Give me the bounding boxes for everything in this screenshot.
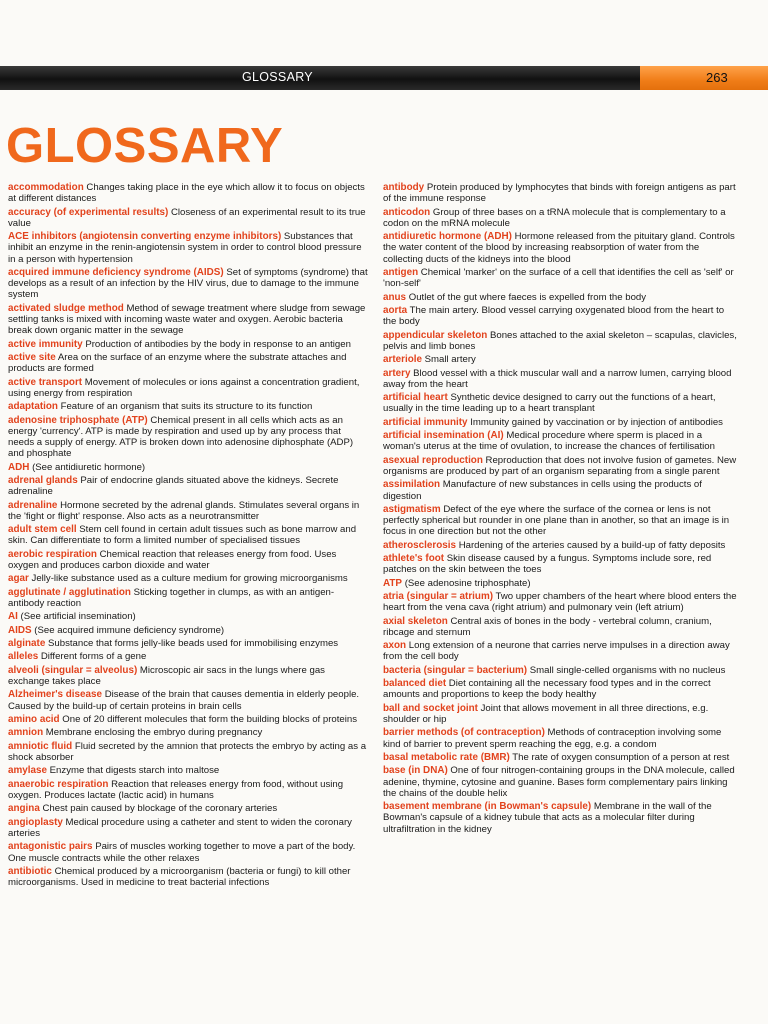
glossary-entry (8, 803, 368, 814)
glossary-definition: Substance that forms jelly-like beads used for immobilising enzymes (48, 638, 339, 650)
glossary-entry (383, 305, 739, 327)
glossary-term: alveoli (singular = alveolus) (8, 664, 138, 676)
glossary-entry (383, 591, 739, 613)
glossary-entry (8, 207, 368, 229)
glossary-definition: Hardening of the arteries caused by a build-up of fatty deposits (458, 539, 726, 551)
glossary-definition: Medical procedure using a catheter and stent to widen the coronary arteries (8, 816, 352, 839)
glossary-definition: Different forms of a gene (40, 651, 147, 663)
glossary-term: arteriole (383, 354, 422, 366)
glossary-entry (8, 611, 368, 622)
glossary-definition: (See acquired immune deficiency syndrome) (34, 624, 225, 636)
glossary-term: athlete's foot (383, 553, 445, 565)
glossary-term: astigmatism (383, 503, 441, 515)
glossary-definition: Skin disease caused by a fungus. Symptoms include sore, red patches on the skin between the toes (383, 553, 712, 576)
glossary-entry (383, 665, 739, 676)
glossary-definition: Group of three bases on a tRNA molecule that is complementary to a codon on the mRNA molecule (383, 206, 726, 229)
glossary-term: alginate (8, 638, 46, 650)
glossary-definition: Chemical reaction that releases energy from food. Uses oxygen and produces carbon dioxide and water (8, 548, 337, 571)
glossary-term: antigen (383, 266, 419, 278)
glossary-definition: Pairs of muscles working together to move a part of the body. One muscle contracts while the other relaxes (8, 841, 356, 864)
glossary-term: anaerobic respiration (8, 778, 109, 790)
glossary-entry (8, 339, 368, 350)
glossary-entry (8, 500, 368, 522)
glossary-term: antidiuretic hormone (ADH) (383, 231, 512, 243)
glossary-entry (8, 866, 368, 888)
glossary-term: aorta (383, 304, 408, 316)
page-number: 263 (706, 70, 728, 85)
glossary-term: artery (383, 367, 411, 379)
glossary-definition: Outlet of the gut where faeces is expelled from the body (408, 291, 647, 303)
glossary-definition: Long extension of a neurone that carries nerve impulses in a direction away from the cell body (383, 640, 730, 663)
glossary-entry (383, 640, 739, 662)
glossary-term: assimilation (383, 479, 441, 491)
glossary-entry (383, 354, 739, 365)
glossary-term: basement membrane (in Bowman's capsule) (383, 801, 592, 813)
glossary-term: adrenal glands (8, 474, 78, 486)
glossary-term: antagonistic pairs (8, 841, 93, 853)
glossary-definition: Production of antibodies by the body in response to an antigen (85, 338, 351, 350)
glossary-definition: Small single-celled organisms with no nucleus (529, 664, 726, 676)
glossary-definition: Hormone released from the pituitary gland. Controls the water content of the blood by increasing reabsorption of water from the collecting ducts of the kidneys into the blood (383, 231, 735, 265)
glossary-definition: Membrane enclosing the embryo during pregnancy (45, 727, 263, 739)
glossary-term: AI (8, 611, 18, 623)
glossary-definition: Set of symptoms (syndrome) that develops as a result of an infection by the HIV virus, due to damage to the immune system (8, 266, 368, 301)
glossary-definition: Movement of molecules or ions against a concentration gradient, using energy from respiration (8, 376, 360, 399)
glossary-definition: Joint that allows movement in all three directions, e.g. shoulder or hip (383, 702, 709, 726)
glossary-entry (8, 625, 368, 636)
glossary-entry (8, 549, 368, 571)
glossary-entry (383, 479, 739, 501)
glossary-entry (383, 752, 739, 763)
glossary-entry (8, 377, 368, 399)
glossary-definition: Method of sewage treatment where sludge from sewage settling tanks is mixed with incoming waste water and oxygen. Aerobic bacteria break down organic matter in the sewage (8, 302, 366, 337)
glossary-definition: Chest pain caused by blockage of the coronary arteries (42, 803, 278, 815)
glossary-entry (8, 401, 368, 412)
glossary-definition: Reproduction that does not involve fusion of gametes. New organisms are produced by part of an organism separating from a single parent (383, 454, 737, 477)
glossary-entry (8, 714, 368, 725)
glossary-entry (383, 267, 739, 289)
glossary-entry (383, 801, 739, 835)
glossary-entry (8, 267, 368, 301)
glossary-definition: Jelly-like substance used as a culture medium for growing microorganisms (31, 573, 348, 585)
glossary-term: axial skeleton (383, 615, 448, 627)
glossary-term: AIDS (8, 624, 32, 636)
glossary-term: accommodation (8, 182, 84, 193)
glossary-entry (8, 727, 368, 738)
glossary-definition: Membrane in the wall of the Bowman's capsule of a kidney tubule that acts as a molecular filter during ultrafiltration in the kidney (383, 801, 712, 835)
glossary-entry (383, 553, 739, 575)
glossary-term: balanced diet (383, 678, 447, 690)
glossary-entry (8, 587, 368, 609)
glossary-term: amylase (8, 765, 47, 777)
glossary-definition: Microscopic air sacs in the lungs where gas exchange takes place (8, 664, 325, 688)
glossary-definition: (See antidiuretic hormone) (32, 461, 146, 473)
glossary-term: active transport (8, 376, 83, 388)
glossary-entry (8, 651, 368, 662)
glossary-definition: The rate of oxygen consumption of a person at rest (512, 752, 730, 764)
glossary-term: angioplasty (8, 816, 63, 828)
glossary-definition: Chemical 'marker' on the surface of a cell that identifies the cell as 'self' or 'non-self' (383, 266, 734, 290)
glossary-term: atria (singular = atrium) (383, 591, 494, 603)
glossary-definition: Substances that inhibit an enzyme in the renin-angiotensin system in order to control blood pressure in a person with hypertension (8, 231, 362, 265)
glossary-term: base (in DNA) (383, 765, 448, 777)
glossary-entry (8, 573, 368, 584)
glossary-entry (383, 368, 739, 390)
glossary-term: atherosclerosis (383, 539, 457, 551)
glossary-term: artificial heart (383, 392, 448, 404)
glossary-entry (383, 330, 739, 352)
glossary-term: adenosine triphosphate (ATP) (8, 414, 148, 426)
glossary-definition: Manufacture of new substances in cells using the products of digestion (383, 479, 702, 502)
glossary-term: amino acid (8, 714, 60, 726)
running-header-title: GLOSSARY (242, 70, 313, 84)
glossary-definition: The main artery. Blood vessel carrying oxygenated blood from the heart to the body (383, 304, 725, 328)
glossary-entry (8, 352, 368, 374)
glossary-definition: Defect of the eye where the surface of the cornea or lens is not perfectly spherical but rounder in one plane than in another, so that an image is in focus in one direction but not the other (383, 503, 730, 538)
glossary-entry (8, 231, 368, 265)
glossary-entry (383, 455, 739, 477)
glossary-definition: (See adenosine triphosphate) (404, 577, 531, 589)
glossary-term: antibody (383, 182, 425, 193)
glossary-definition: Immunity gained by vaccination or by injection of antibodies (470, 416, 723, 428)
glossary-term: ATP (383, 577, 403, 589)
page-title: GLOSSARY (6, 119, 284, 173)
glossary-definition: Chemical produced by a microorganism (bacteria or fungi) to kill other microorganisms. Used in medicine to treat bacterial infections (8, 865, 351, 889)
glossary-definition: Enzyme that digests starch into maltose (49, 765, 220, 777)
glossary-definition: One of 20 different molecules that form the building blocks of proteins (62, 714, 357, 726)
glossary-term: adaptation (8, 401, 58, 413)
glossary-entry (383, 578, 739, 589)
glossary-term: antibiotic (8, 865, 52, 877)
glossary-definition: Disease of the brain that causes dementia in elderly people. Caused by the build-up of certain proteins in brain cells (8, 689, 360, 712)
glossary-definition: Medical procedure where sperm is placed in a woman's uterus at the time of ovulation, to increase the chances of fertilisation (383, 430, 715, 453)
glossary-definition: Fluid secreted by the amnion that protects the embryo by acting as a shock absorber (8, 740, 367, 764)
glossary-definition: Diet containing all the necessary food types and in the correct amounts and proportions to keep the body healthy (383, 678, 711, 701)
glossary-term: ADH (8, 461, 30, 473)
glossary-column-right (383, 182, 739, 837)
glossary-entry (383, 292, 739, 303)
glossary-definition: Synthetic device designed to carry out the functions of a heart, usually in the time leading up to a heart transplant (383, 392, 716, 415)
glossary-definition: Methods of contraception involving some kind of barrier to prevent sperm reaching the egg, e.g. a condom (383, 727, 722, 750)
glossary-term: active site (8, 351, 56, 363)
glossary-term: Alzheimer's disease (8, 689, 103, 701)
glossary-definition: One of four nitrogen-containing groups in the DNA molecule, called adenine, thymine, cytosine and guanine. Bases form complementary pairs linking the chains of the double helix (383, 765, 735, 799)
header-page-tab (640, 66, 768, 90)
glossary-entry (383, 765, 739, 799)
glossary-definition: Reaction that releases energy from food, without using oxygen. Produces lactate (lactic acid) in humans (8, 778, 344, 802)
glossary-term: accuracy (of experimental results) (8, 206, 169, 218)
glossary-entry (383, 417, 739, 428)
glossary-term: angina (8, 803, 40, 815)
glossary-entry (8, 462, 368, 473)
glossary-entry (383, 616, 739, 638)
glossary-term: amnion (8, 727, 44, 739)
glossary-definition: Sticking together in clumps, as with an antigen-antibody reaction (8, 586, 335, 609)
glossary-term: barrier methods (of contraception) (383, 727, 545, 739)
glossary-entry (383, 392, 739, 414)
glossary-term: adult stem cell (8, 524, 77, 536)
glossary-entry (8, 817, 368, 839)
glossary-entry (383, 430, 739, 452)
glossary-term: bacteria (singular = bacterium) (383, 664, 528, 676)
glossary-definition: Bones attached to the axial skeleton – scapulas, clavicles, pelvis and limb bones (383, 329, 737, 352)
glossary-term: agar (8, 573, 29, 585)
glossary-entry (8, 689, 368, 711)
glossary-term: active immunity (8, 338, 83, 350)
glossary-term: axon (383, 640, 407, 652)
glossary-term: activated sludge method (8, 302, 124, 314)
glossary-entry (8, 765, 368, 776)
glossary-term: adrenaline (8, 499, 58, 511)
glossary-entry (383, 678, 739, 700)
glossary-term: anticodon (383, 206, 431, 218)
glossary-entry (383, 182, 739, 204)
glossary-definition: Protein produced by lymphocytes that binds with foreign antigens as part of the immune response (383, 182, 736, 205)
glossary-term: basal metabolic rate (BMR) (383, 752, 510, 764)
glossary-entry (8, 524, 368, 546)
glossary-definition: Central axis of bones in the body - vertebral column, cranium, ribcage and sternum (383, 615, 712, 638)
glossary-term: ball and socket joint (383, 702, 478, 714)
glossary-entry (383, 207, 739, 229)
glossary-entry (8, 182, 368, 204)
glossary-entry (383, 703, 739, 725)
glossary-definition: Chemical present in all cells which acts as an energy 'currency'. ATP is made by respiration and used up by any process that needs a supply of energy. ATP is broken down into adenosine diphosphate (ADP) and phosphate (8, 414, 354, 460)
glossary-definition: Area on the surface of an enzyme where the substrate attaches and products are formed (8, 351, 347, 375)
glossary-definition: Blood vessel with a thick muscular wall and a narrow lumen, carrying blood away from the heart (383, 367, 732, 390)
glossary-term: asexual reproduction (383, 454, 483, 466)
glossary-entry (8, 415, 368, 460)
glossary-term: anus (383, 291, 407, 303)
glossary-term: amniotic fluid (8, 740, 73, 752)
glossary-entry (8, 475, 368, 497)
glossary-definition: Small artery (424, 354, 476, 366)
glossary-entry (383, 540, 739, 551)
glossary-entry (8, 741, 368, 763)
glossary-definition: Hormone secreted by the adrenal glands. Stimulates several organs in the 'fight or flight' response. Also acts as a neurotransmitter (8, 499, 360, 522)
glossary-definition: Stem cell found in certain adult tissues such as bone marrow and skin. Can differentiate to form a limited number of specialised tissues (8, 524, 357, 547)
glossary-term: acquired immune deficiency syndrome (AIDS) (8, 266, 224, 278)
glossary-entry (383, 504, 739, 538)
glossary-term: artificial insemination (AI) (383, 430, 504, 442)
glossary-definition: Pair of endocrine glands situated above the kidneys. Secrete adrenaline (8, 474, 339, 498)
glossary-entry (8, 665, 368, 687)
glossary-definition: Two upper chambers of the heart where blood enters the heart from the vena cava (right atrium) and pulmonary vein (left atrium) (383, 591, 737, 614)
glossary-term: aerobic respiration (8, 548, 97, 560)
glossary-term: agglutinate / agglutination (8, 586, 131, 598)
glossary-entry (8, 779, 368, 801)
glossary-term: alleles (8, 651, 39, 663)
glossary-entry (8, 841, 368, 863)
glossary-term: ACE inhibitors (angiotensin converting enzyme inhibitors) (8, 231, 282, 243)
glossary-definition: (See artificial insemination) (20, 611, 136, 623)
glossary-column-left (8, 182, 368, 891)
glossary-entry (383, 231, 739, 265)
glossary-term: artificial immunity (383, 416, 468, 428)
glossary-definition: Changes taking place in the eye which allow it to focus on objects at different distances (8, 182, 365, 205)
glossary-entry (383, 727, 739, 749)
glossary-definition: Feature of an organism that suits its structure to its function (60, 401, 313, 413)
glossary-term: appendicular skeleton (383, 329, 488, 341)
glossary-entry (8, 303, 368, 337)
glossary-definition: Closeness of an experimental result to its true value (8, 206, 366, 229)
glossary-entry (8, 638, 368, 649)
